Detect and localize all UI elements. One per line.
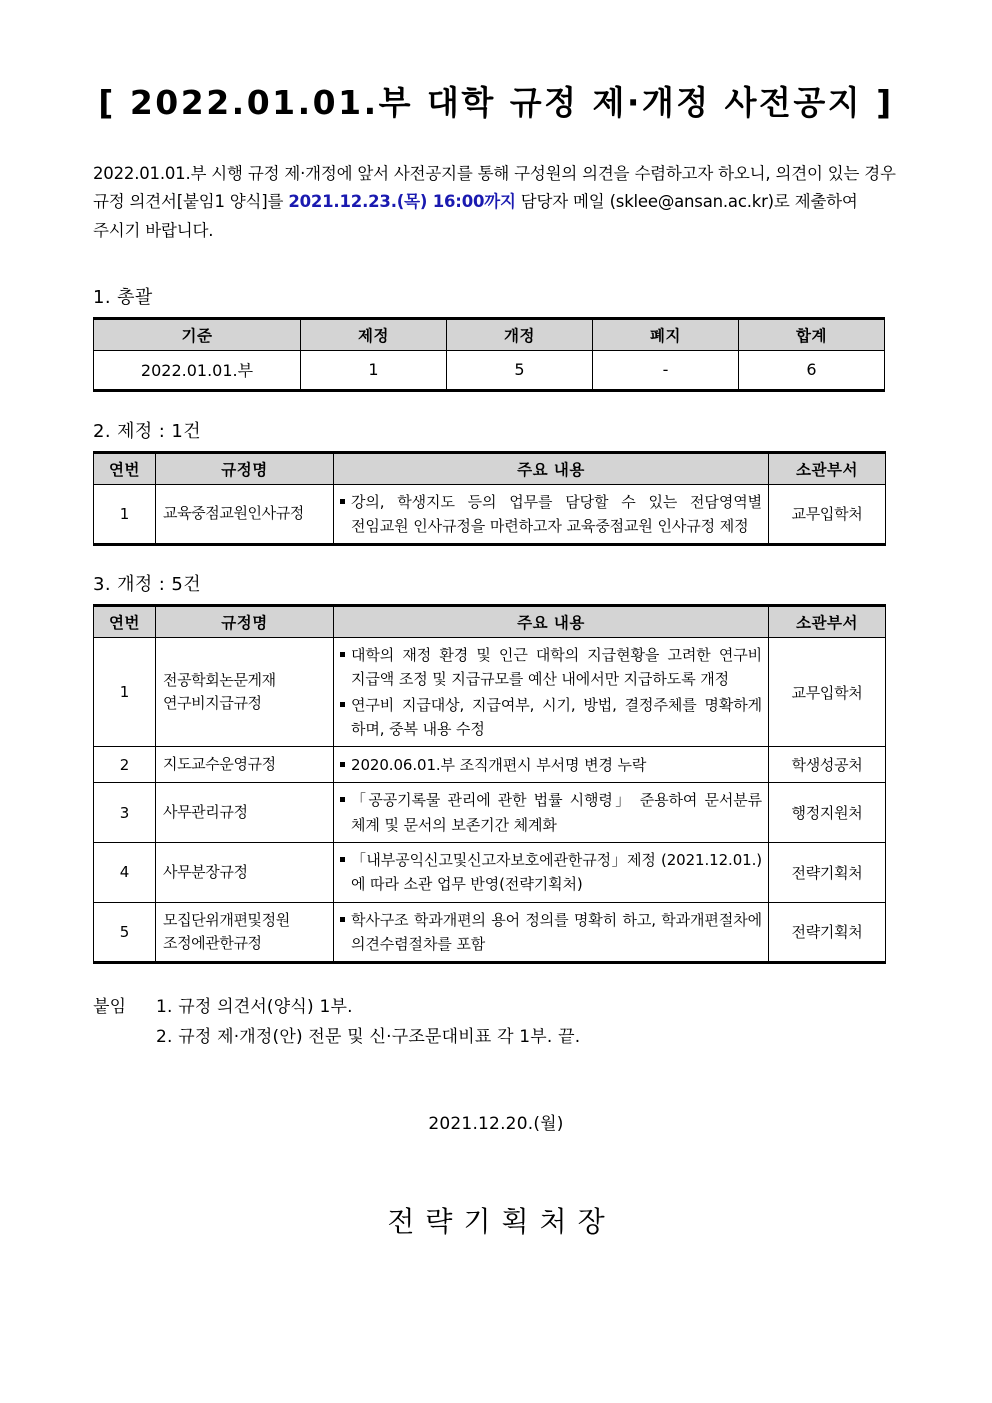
cell-regulation-name: 지도교수운영규정 [156,747,334,783]
attachment-item: 1. 규정 의견서(양식) 1부. [156,997,353,1018]
cell-no: 1 [94,638,156,747]
cell-total: 6 [739,350,885,390]
table-header-row [94,606,886,638]
enactment-table [93,451,886,547]
cell-main-details [334,747,769,783]
column-header-details: 주요 내용 [334,606,769,638]
table-row [94,747,886,783]
cell-no: 5 [94,902,156,963]
detail-bullet-list [338,908,762,957]
cell-department: 행정지원처 [769,783,886,843]
cell-department: 교무입학처 [769,638,886,747]
column-header-amended: 개정 [447,318,593,350]
cell-department: 전략기획처 [769,843,886,903]
detail-bullet-item: 대학의 재정 환경 및 인근 대학의 지급현황을 고려한 연구비 지급액 조정 및 지급규모를 예산 내에서만 지급하도록 개정 [338,643,762,692]
table-row [94,843,886,903]
document-date: 2021.12.20.(월) [428,1114,564,1135]
cell-regulation-name: 전공학회논문게재 연구비지급규정 [156,638,334,747]
cell-regulation-name: 모집단위개편및정원 조정에관한규정 [156,902,334,963]
table-row [94,783,886,843]
column-header-no: 연번 [94,606,156,638]
section-heading-enactment: 2. 제정 : 1건 [93,420,202,442]
detail-bullet-item: 2020.06.01.부 조직개편시 부서명 변경 누락 [338,753,762,777]
intro-text-part-1: 2022.01.01.부 시행 규정 제·개정에 앞서 사전공지를 통해 구성원의 의견을 수렴하고자 하오니, 의견이 있는 경우 규정 의견서[붙임1 양식]를 [93,163,896,212]
amendment-table [93,604,886,964]
summary-table [93,317,885,392]
cell-no: 1 [94,484,156,545]
cell-no: 2 [94,747,156,783]
cell-department: 교무입학처 [769,484,886,545]
table-row [94,638,886,747]
column-header-dept: 소관부서 [769,606,886,638]
amendment-table-body [94,638,886,963]
detail-bullet-list [338,643,762,741]
cell-main-details [334,783,769,843]
column-header-dept: 소관부서 [769,452,886,484]
detail-bullet-item: 강의, 학생지도 등의 업무를 담당할 수 있는 전담영역별 전임교원 인사규정을 마련하고자 교육중점교원 인사규정 제정 [338,490,762,539]
cell-no: 3 [94,783,156,843]
attachment-item: 2. 규정 제·개정(안) 전문 및 신·구조문대비표 각 1부. 끝. [156,1026,581,1047]
detail-bullet-list [338,788,762,837]
section-heading-amendment: 3. 개정 : 5건 [93,574,202,596]
section-heading-summary: 1. 총괄 [93,287,153,309]
detail-bullet-item: 「공공기록물 관리에 관한 법률 시행령」 준용하여 문서분류 체계 및 문서의 보존기간 체계화 [338,788,762,837]
page-title: [ 2022.01.01.부 대학 규정 제·개정 사전공지 ] [98,83,894,122]
cell-regulation-name: 사무분장규정 [156,843,334,903]
cell-main-details [334,843,769,903]
column-header-name: 규정명 [156,452,334,484]
enactment-table-body [94,484,886,545]
cell-department: 전략기획처 [769,902,886,963]
table-header-row [94,318,885,350]
column-header-name: 규정명 [156,606,334,638]
document-signature: 전략기획처장 [387,1205,616,1239]
column-header-basis: 기준 [94,318,301,350]
attachments-label: 붙임 [93,997,127,1018]
cell-basis: 2022.01.01.부 [94,350,301,390]
detail-bullet-item: 연구비 지급대상, 지급여부, 시기, 방법, 결정주체를 명확하게 하며, 중복 내용 수정 [338,693,762,742]
intro-paragraph [93,122,899,245]
cell-amended: 5 [447,350,593,390]
cell-regulation-name: 교육중점교원인사규정 [156,484,334,545]
cell-regulation-name: 사무관리규정 [156,783,334,843]
intro-text-part-2: 담당자 메일 (sklee@ansan.ac.kr)로 제출하여 주시기 바랍니다. [93,192,858,240]
cell-main-details [334,484,769,545]
detail-bullet-list [338,848,762,897]
attachments-block [93,964,899,1051]
cell-main-details [334,638,769,747]
column-header-enacted: 제정 [301,318,447,350]
detail-bullet-list [338,490,762,539]
table-row [94,902,886,963]
cell-no: 4 [94,843,156,903]
detail-bullet-item: 학사구조 학과개편의 용어 정의를 명확히 하고, 학과개편절차에 의견수렴절차를 포함 [338,908,762,957]
cell-main-details [334,902,769,963]
cell-enacted: 1 [301,350,447,390]
detail-bullet-list [338,753,762,777]
column-header-no: 연번 [94,452,156,484]
column-header-abolished: 폐지 [593,318,739,350]
table-row [94,484,886,545]
detail-bullet-item: 「내부공익신고및신고자보호에관한규정」제정 (2021.12.01.)에 따라 소관 업무 반영(전략기획처) [338,848,762,897]
cell-abolished: - [593,350,739,390]
table-row [94,350,885,390]
intro-deadline-highlight: 2021.12.23.(목) 16:00까지 [288,192,516,212]
column-header-total: 합계 [739,318,885,350]
attachments-list [156,994,899,1051]
table-header-row [94,452,886,484]
column-header-details: 주요 내용 [334,452,769,484]
cell-department: 학생성공처 [769,747,886,783]
